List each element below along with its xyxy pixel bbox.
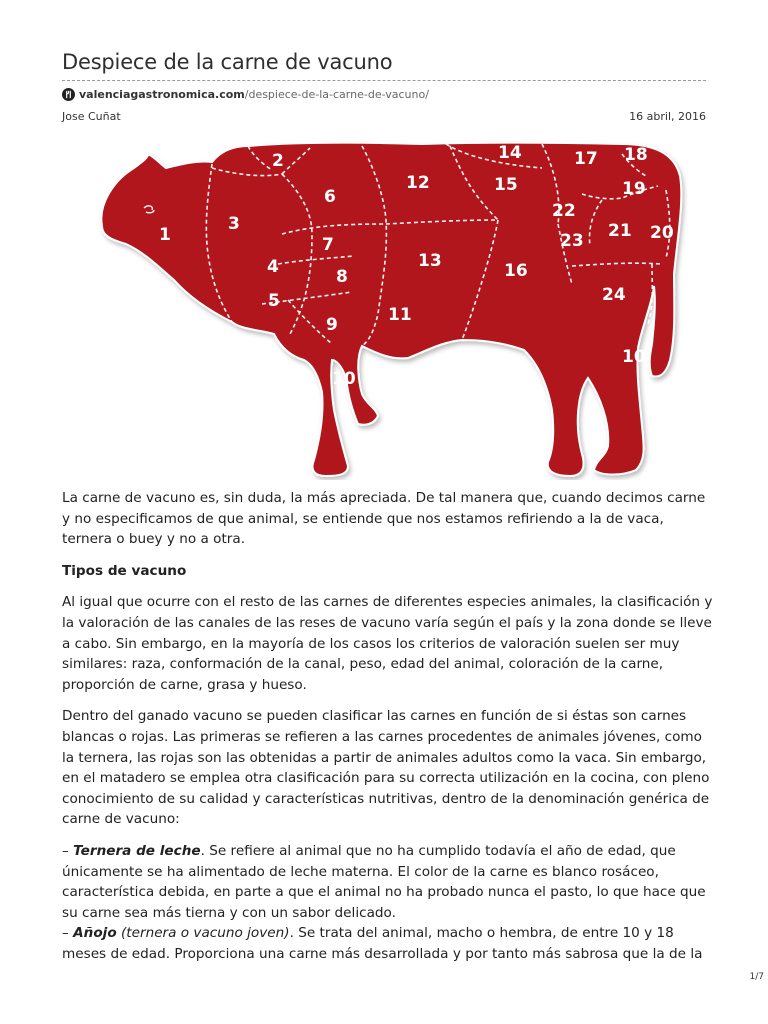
cut-number: 18 [624,145,648,165]
cut-number: 11 [388,305,412,325]
page-number: 1/7 [749,972,764,982]
cut-number: 20 [650,223,674,243]
cut-number: 8 [336,267,348,287]
beef-cuts-diagram [62,134,688,480]
cut-number: 19 [622,179,646,199]
cut-number: 9 [326,315,338,335]
site-favicon-icon [62,88,75,101]
cut-number: 7 [322,235,334,255]
cut-number: 15 [494,175,518,195]
item-text: . Se trata del animal, macho o hembra, de entre 10 y 18 meses de edad. Proporciona una carne más desarrollada y por tanto más sabrosa que la de la [62,925,703,962]
source-link[interactable] [62,86,429,102]
paragraph: Dentro del ganado vacuno se pueden clasificar las carnes en función de si éstas son carnes blancas o rojas. Las primeras se refieren a las carnes procedentes de animales jóvenes, como la ternera, las rojas son las obtenidas a partir de animales adultos como la vaca. Sin embargo, en el matadero se emplea otra clasificación para su correcta utilización en la cocina, con pleno conocimiento de su calidad y características nutritivas, dentro de la denominación genérica de carne de vacuno: [62,708,710,828]
intro-paragraph: La carne de vacuno es, sin duda, la más apreciada. De tal manera que, cuando decimos carne y no especificamos de que animal, se entiende que nos estamos refiriendo a la de vaca, ternera o buey y no a otra. [62,490,706,548]
cut-number: 4 [267,257,279,277]
cut-number: 3 [228,214,240,234]
cut-number: 10 [622,347,646,367]
cut-number: 5 [268,291,280,311]
cut-number: 14 [498,143,522,163]
item-dash: – [62,925,74,942]
cut-number: 13 [418,251,442,271]
source-path[interactable]: /despiece-de-la-carne-de-vacuno/ [244,87,429,101]
cow-illustration [62,134,688,480]
cut-number: 22 [552,201,576,221]
cut-number: 21 [608,221,632,241]
item-text: . Se refiere al animal que no ha cumplido todavía el año de edad, que únicamente se ha alimentado de leche materna. El color de la carne es blanco rosáceo, característica debida, en parte a que el animal no ha probado nunca el pasto, lo que hace que su carne sea más tierna y con un sabor delicado. [62,842,706,921]
item-term: Ternera de leche [73,842,201,859]
cut-number: 12 [406,173,430,193]
title-divider [62,80,706,81]
cut-number: 17 [574,149,598,169]
article-meta [62,110,706,123]
cut-number: 24 [602,285,626,305]
source-domain[interactable]: valenciagastronomica.com [79,87,245,101]
item-subterm: (ternera o vacuno joven) [116,925,290,942]
paragraph: Al igual que ocurre con el resto de las carnes de diferentes especies animales, la clasificación y la valoración de las canales de las reses de vacuno varía según el país y la zona donde se lleve a cabo. Sin embargo, en la mayoría de los casos los criterios de valoración suelen ser muy similares: raza, conformación de la canal, peso, edad del animal, coloración de la carne, proporción de carne, grasa y hueso. [62,594,713,693]
cut-number: 10 [332,369,356,389]
list-item [62,841,714,923]
article-body [62,488,714,964]
cut-number: 1 [159,225,171,245]
item-term: Añojo [73,925,117,942]
cut-number: 16 [504,261,528,281]
list-item [62,923,714,964]
author: Jose Cuñat [62,110,121,123]
section-heading: Tipos de vacuno [62,562,187,579]
cut-number: 2 [272,151,284,171]
publish-date: 16 abril, 2016 [629,110,706,123]
cut-number: 23 [560,231,584,251]
page-title: Despiece de la carne de vacuno [62,50,393,74]
item-dash: – [62,842,74,859]
cut-number: 6 [324,187,336,207]
